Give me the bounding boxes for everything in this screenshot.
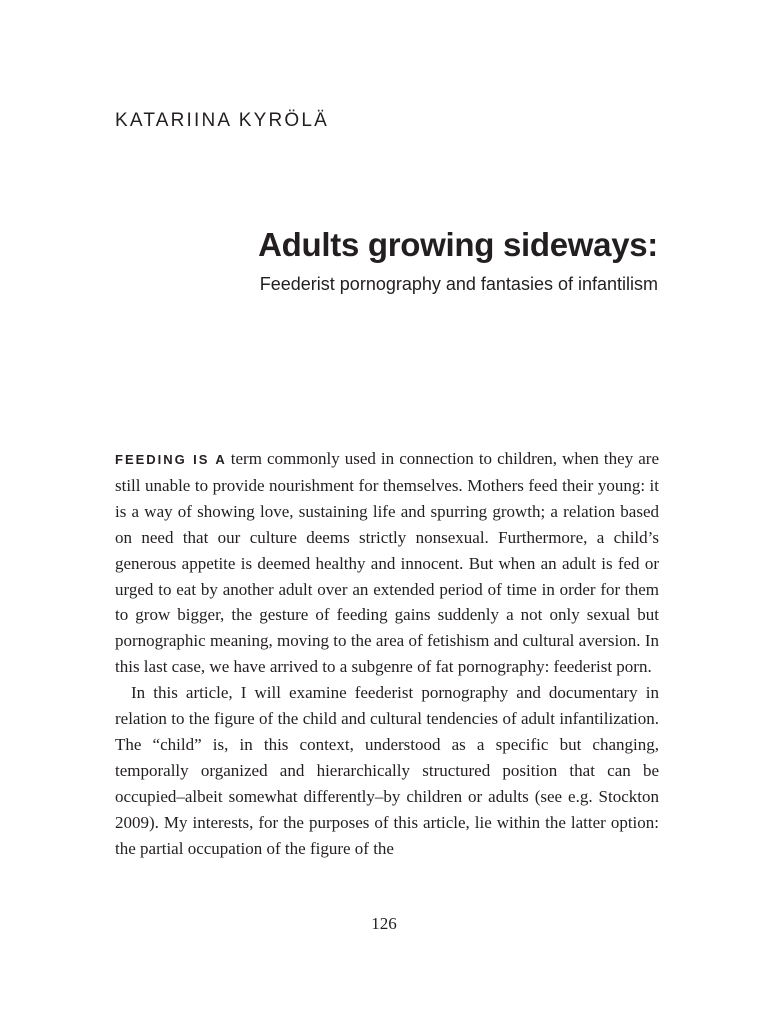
body-paragraph-1 (115, 446, 659, 680)
author-name: KATARIINA KYRÖLÄ (115, 110, 329, 131)
paragraph-text: term commonly used in connection to children, when they are still unable to provide nourishment for themselves. Mothers feed their young: it is a way of showing love, sustaining life and spurring growth; a relation based on need that our culture deems strictly nonsexual. Furthermore, a child’s generous appetite is deemed healthy and innocent. But when an adult is fed or urged to eat by another adult over an extended period of time in order for them to grow bigger, the gesture of feeding gains suddenly a not only sexual but pornographic meaning, moving to the area of fetishism and cultural aversion. In this last case, we have arrived to a subgenre of fat pornography: feederist porn. (115, 449, 659, 677)
paragraph-text: In this article, I will examine feederist pornography and documentary in relation to the figure of the child and cultural tendencies of adult infantilization. The “child” is, in this context, understood as a specific but changing, temporally organized and hierarchically structured position that can be occupied–albeit somewhat differently–by children or adults (see e.g. Stockton 2009). My interests, for the purposes of this article, lie within the latter option: the partial occupation of the figure of the (115, 683, 659, 858)
page-number: 126 (371, 914, 397, 933)
article-title: Adults growing sideways: (258, 226, 658, 263)
body-paragraph-2 (115, 680, 659, 861)
article-body (115, 446, 659, 862)
article-subtitle: Feederist pornography and fantasies of infantilism (259, 274, 658, 294)
lead-in-text: FEEDING IS A (115, 452, 227, 467)
